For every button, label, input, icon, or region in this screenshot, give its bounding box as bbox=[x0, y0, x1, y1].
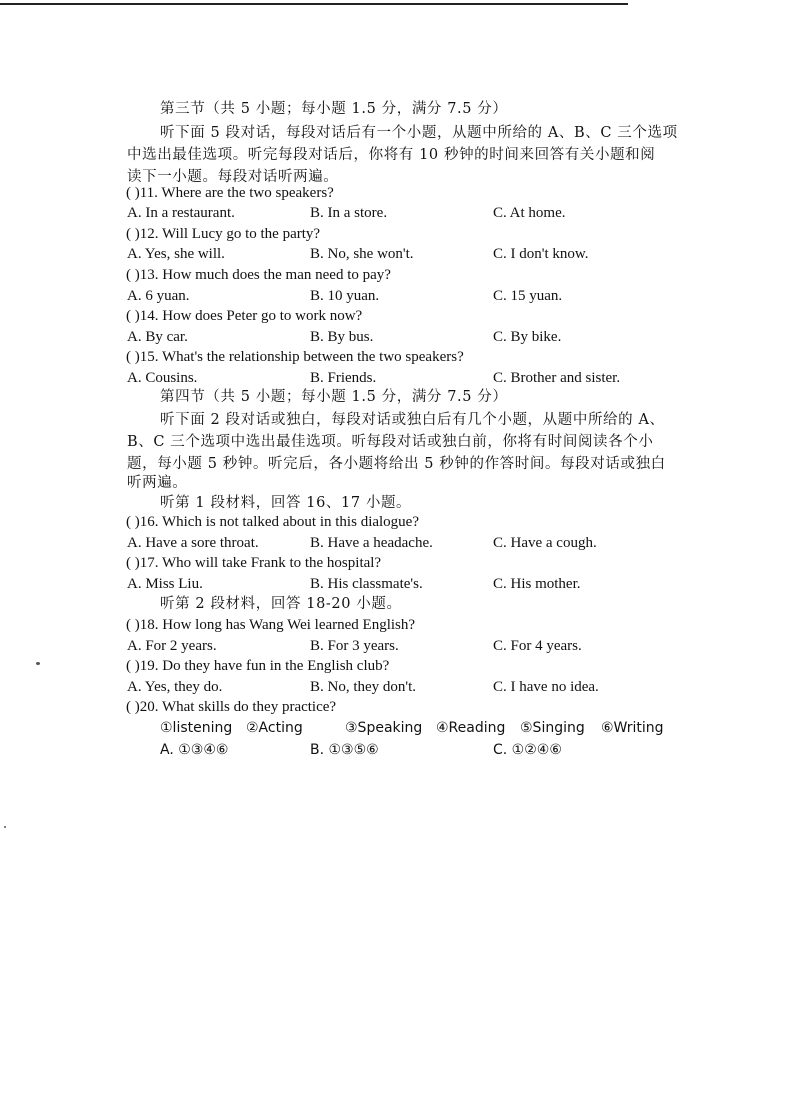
skill-item: ⑥Writing bbox=[601, 720, 664, 736]
option-a: A. Yes, they do. bbox=[127, 679, 223, 695]
option-c: C. By bike. bbox=[493, 329, 562, 345]
question-stem: ( )16. Which is not talked about in this dialogue? bbox=[126, 514, 419, 530]
scan-speck bbox=[36, 662, 40, 665]
scan-top-border bbox=[0, 3, 628, 5]
section-3-instructions: 听下面 5 段对话，每段对话后有一个小题，从题中所给的 A、B、C 三个选项 bbox=[160, 125, 678, 141]
option-c: C. His mother. bbox=[493, 576, 581, 592]
option-c: C. Have a cough. bbox=[493, 535, 597, 551]
question-stem: ( )12. Will Lucy go to the party? bbox=[126, 226, 321, 242]
skill-item: ④Reading bbox=[436, 720, 506, 736]
material-1-heading: 听第 1 段材料，回答 16、17 小题。 bbox=[160, 495, 412, 511]
question-stem: ( )11. Where are the two speakers? bbox=[126, 185, 334, 201]
section-3-instructions: 读下一小题。每段对话听两遍。 bbox=[127, 169, 339, 185]
option-b: B. No, she won't. bbox=[310, 246, 414, 262]
option-b: B. By bus. bbox=[310, 329, 374, 345]
option-a: A. Miss Liu. bbox=[127, 576, 203, 592]
section-4-instructions: B、C 三个选项中选出最佳选项。听每段对话或独白前，你将有时间阅读各个小 bbox=[127, 434, 654, 450]
option-a: A. By car. bbox=[127, 329, 188, 345]
option-c: C. 15 yuan. bbox=[493, 288, 563, 304]
section-4-instructions: 听下面 2 段对话或独白，每段对话或独白后有几个小题，从题中所给的 A、 bbox=[160, 412, 665, 428]
option-b: B. For 3 years. bbox=[310, 638, 399, 654]
section-4-instructions: 题，每小题 5 秒钟。听完后，各小题将给出 5 秒钟的作答时间。每段对话或独白 bbox=[127, 456, 666, 472]
option-b: B. In a store. bbox=[310, 205, 388, 221]
option-a: A. Yes, she will. bbox=[127, 246, 225, 262]
option-c: C. Brother and sister. bbox=[493, 370, 621, 386]
skill-item: ②Acting bbox=[246, 720, 303, 736]
section-3-instructions: 中选出最佳选项。听完每段对话后，你将有 10 秒钟的时间来回答有关小题和阅 bbox=[127, 147, 656, 163]
question-stem: ( )17. Who will take Frank to the hospital? bbox=[126, 555, 382, 571]
option-a: A. For 2 years. bbox=[127, 638, 217, 654]
option-a: A. ①③④⑥ bbox=[160, 742, 229, 758]
question-stem: ( )13. How much does the man need to pay? bbox=[126, 267, 391, 283]
question-stem: ( )14. How does Peter go to work now? bbox=[126, 308, 363, 324]
option-c: C. I don't know. bbox=[493, 246, 589, 262]
section-4-instructions: 听两遍。 bbox=[127, 475, 188, 491]
option-b: B. His classmate's. bbox=[310, 576, 423, 592]
option-b: B. 10 yuan. bbox=[310, 288, 380, 304]
option-c: C. I have no idea. bbox=[493, 679, 599, 695]
section-3-title: 第三节（共 5 小题；每小题 1.5 分，满分 7.5 分） bbox=[160, 101, 508, 117]
option-a: A. In a restaurant. bbox=[127, 205, 235, 221]
skill-item: ⑤Singing bbox=[520, 720, 585, 736]
option-b: B. No, they don't. bbox=[310, 679, 417, 695]
question-stem: ( )20. What skills do they practice? bbox=[126, 699, 337, 715]
question-stem: ( )15. What's the relationship between the two speakers? bbox=[126, 349, 464, 365]
question-stem: ( )18. How long has Wang Wei learned English? bbox=[126, 617, 416, 633]
option-b: B. ①③⑤⑥ bbox=[310, 742, 379, 758]
option-a: A. Have a sore throat. bbox=[127, 535, 259, 551]
skill-item: ①listening bbox=[160, 720, 233, 736]
skill-item: ③Speaking bbox=[345, 720, 423, 736]
scan-speck bbox=[4, 826, 6, 828]
option-c: C. For 4 years. bbox=[493, 638, 582, 654]
option-c: C. ①②④⑥ bbox=[493, 742, 562, 758]
section-4-title: 第四节（共 5 小题；每小题 1.5 分，满分 7.5 分） bbox=[160, 389, 508, 405]
option-a: A. 6 yuan. bbox=[127, 288, 190, 304]
option-a: A. Cousins. bbox=[127, 370, 198, 386]
question-stem: ( )19. Do they have fun in the English club? bbox=[126, 658, 390, 674]
option-b: B. Have a headache. bbox=[310, 535, 433, 551]
option-b: B. Friends. bbox=[310, 370, 377, 386]
material-2-heading: 听第 2 段材料，回答 18-20 小题。 bbox=[160, 596, 402, 612]
option-c: C. At home. bbox=[493, 205, 566, 221]
